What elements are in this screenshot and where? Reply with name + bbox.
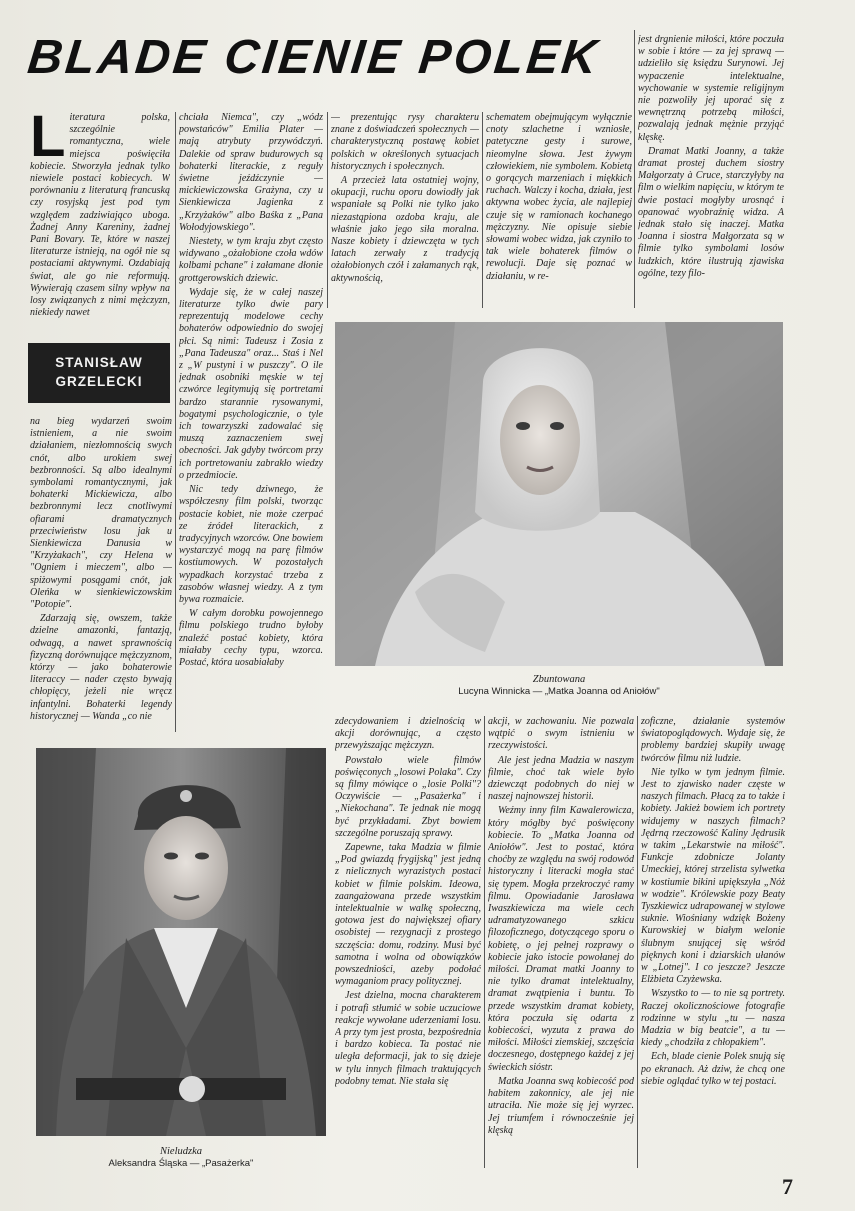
drop-cap: L	[30, 112, 66, 169]
column-8	[641, 716, 785, 1168]
caption-title: Zbuntowana	[532, 674, 586, 685]
column-6	[335, 716, 481, 1168]
column-5	[638, 34, 784, 308]
column-1-top	[30, 112, 170, 332]
article-paragraph: zoficzne, działanie systemów światopoglądowych. Wydaje się, że problemy bardziej skupiły uwagę twórców filmu niż ludzie.	[641, 716, 785, 764]
column-rule	[327, 112, 328, 308]
article-paragraph: Wszystko to — to nie są portrety. Raczej okolicznościowe fotografie rodzinne w stylu „tu — nasza Madzia w big beatcie", a tu — kiedy „chodziła z chłopakiem".	[641, 988, 785, 1049]
photo-2-caption	[36, 1146, 326, 1170]
article-paragraph: Ech, blade cienie Polek snują się po ekranach. Aż dziw, że chcą one siebie oglądać tylko w tej postaci.	[641, 1051, 785, 1087]
photo-1-caption	[335, 674, 783, 698]
article-paragraph: Zdarzają się, owszem, także dzielne amazonki, fantazją, odwagą, a nawet sprawnością fizyczną dorównujące mężczyznom, którzy — jako bohaterowie literaccy — nader często bywają chłopięcy, jeżeli nie wręcz infantylni. Bohaterki legendy historycznej — Wanda „co nie	[30, 613, 172, 722]
article-paragraph: Zapewne, taka Madzia w filmie „Pod gwiazdą frygijską" jest jedną z nielicznych wyrazistych postaci kobiet w filmie polskim. Ideowa, zaangażowana przede wszystkim intelektualnie w walkę społeczną, gotowa jest do największej ofiary osobistej — rezygnacji z prostego szczęścia: domu, rodziny. Musi być samotna i wolna od obowiązków powszedniości, azeby podołać wymaganiom pracy politycznej.	[335, 842, 481, 988]
article-paragraph: Ale jest jedna Madzia w naszym filmie, choć tak wiele było dziewcząt podobnych do niej w naszej najnowszej historii.	[488, 754, 634, 803]
article-paragraph: Matka Joanna swą kobiecość pod habitem zakonnicy, ale jej nie utraciła. Nie może się jej wyrzec. Jej triumfem i równocześnie jej klęską	[488, 1075, 634, 1136]
photo-matka-joanna	[335, 322, 783, 666]
article-paragraph: Wydaje się, że w całej naszej literaturze tylko dwie pary reprezentują modelowe cechy bohaterów odpowiednio do swojej płci. Są nimi: Tadeusz i Zosia z „Pana Tadeusza" oraz... Staś i Nel z „W pustyni i w puszczy". O ile jednak osobniki męskie w tej czwórce legitymują się portretami bardzo starannie rysowanymi, bogatymi psychologicznie, o tyle ich towarzyszki zadowalać się muszą zaznaczeniem swej obecności. Jak gdyby twórcom przy ich portretowaniu zabrakło wiedzy o przedmiocie.	[179, 286, 323, 481]
column-rule	[637, 716, 638, 1168]
caption-title: Nieludzka	[160, 1146, 202, 1157]
column-2	[179, 112, 323, 734]
column-rule	[484, 716, 485, 1168]
column-3	[331, 112, 479, 308]
article-paragraph: A przecież lata ostatniej wojny, okupacji, ruchu oporu dowiodły jak wspaniałe są Polki nie tylko jako niezastąpiona ozdoba kraju, ale właśnie jako jego siła moralna. Nasze kobiety i dziewczęta w tych latach zerwały z tradycją ożałobionych czół i załamanych rąk, aktywnością,	[331, 175, 479, 284]
article-paragraph: jest drgnienie miłości, które poczuła w sobie i które — za jej sprawą — udzieliło się księdzu Surynowi. Jej wypaczenie intelektualne, wychowanie w systemie religijnym nie pozwoliły jej uporać się z wewnętrzną potrzebą miłości, pozwalają jednak mężnie przyjąć klęskę.	[638, 34, 784, 143]
photo-pasazerka	[36, 748, 326, 1136]
page-number: 7	[782, 1174, 793, 1199]
article-paragraph: — prezentując rysy charakteru znane z doświadczeń społecznych — charakterystyczną postawę kobiet polskich w określonych sytuacjach historycznych i społecznych.	[331, 112, 479, 172]
article-paragraph: Powstało wiele filmów poświęconych „losowi Polaka". Czy są filmy mówiące o „losie Polki"? Oczywiście — „Pasażerka" i „Niekochana". Te jednak nie mogą być przykładami. Zbyt bowiem szczególne poruszają sprawy.	[335, 754, 481, 839]
nun-portrait-image	[335, 322, 783, 666]
article-text: iteratura polska, szczególnie romantyczna, wiele miejsca poświęciła kobiecie. Stworzyła jednak tylko niewiele postaci kobiecych. W porównaniu z literaturą francuską czy rosyjską jest pod tym względem zadziwiająco uboga. Żadnej Anny Kareniny, żadnej Pani Bovary. Te, które w naszej literaturze istnieją, na ogół nie są postaciami aktywnymi. Ozdabiają świat, ale go nie reformują. Wywierają czasem silny wpływ na losy związanych z nimi mężczyzn, niekiedy nawet	[30, 112, 170, 319]
article-paragraph: na bieg wydarzeń swoim istnieniem, a nie swoim działaniem, niezłomnością swych cnót, albo urokiem swej bezbronności. Są albo idealnymi symbolami romantycznymi, jak bohaterki Mickiewicza, albo bezbronnymi lecz cnotliwymi ofiarami dramatycznych przeciwieństw losu jak u Sienkiewicza Danusia w "Krzyżakach", czy Helena w "Ogniem i mieczem", albo — spiżowymi posągami cnót, jak Oleńka w sienkiewiczowskim "Potopie".	[30, 416, 172, 611]
article-paragraph: Jest dzielna, mocna charakterem i potrafi stłumić w sobie uczuciowe reakcje wywołane uderzeniami losu. A przy tym jest prosta, bezpośrednia i bardzo kobieca. Ta postać nie uległa deformacji, jak to się dzieje w tylu innych filmach traktujących podobny temat. Nie stała się	[335, 990, 481, 1087]
article-paragraph: Nie tylko w tym jednym filmie. Jest to zjawisko nader częste w naszych filmach. Płacą za to także i kobiety. Jakież bowiem ich portrety widujemy w naszych filmach? Jędrną rzeczowość Kaliny Jędrusik w takim „Lekarstwie na miłość". Funkcje zdobnicze Jolanty Umeckiej, której strzelista sylwetka w kostiumie bikini upiększyła „Nóż w wodzie". Królewskie pozy Beaty Tyszkiewicz udrapowanej w stylowe suknie. Wiośniany wdzięk Bożeny Kurowskiej w białym welonie ślubnym snującej się wśród pięknych koni i dziarskich ułanów w „Lotnej". I co jeszcze? Jeszcze Elżbieta Czyżewska.	[641, 766, 785, 986]
column-rule	[634, 30, 635, 308]
column-4	[486, 112, 632, 308]
article-paragraph: chciała Niemca", czy „wódz powstańców" Emilia Plater — mają atrybuty przywódczyń. Dalekie od spraw budurowych są bohaterki literackie, z reguły świetne jeźdźczynie — mickiewiczowska Grażyna, czy u Sienkiewicza Jagienka z „Krzyżaków" albo Baśka z „Pana Wołodyjowskiego".	[179, 112, 323, 233]
officer-portrait-image	[36, 748, 326, 1136]
article-paragraph: Nic tedy dziwnego, że współczesny film polski, tworząc postacie kobiet, nie może czerpać ze źródeł literackich, z tradycyjnych wzorców. One bowiem wystarczyć mogą na parę filmów kostiumowych. W pozostałych wypadkach korzystać trzeba z zasobów własnej wiedzy. A z tym bywa rozmaicie.	[179, 484, 323, 605]
article-paragraph: Niestety, w tym kraju zbyt często widywano „ożałobione czoła wdów kolbami pchane" i załamane dłonie grottgerowskich dziewic.	[179, 236, 323, 284]
article-paragraph: schematem obejmującym wyłącznie cnoty szlachetne i wzniosłe, patetyczne gesty i surowe, nieomylne słowa. Jest żywym człowiekiem, nie symbolem. Kobietą o gorących marzeniach i miękkich ruchach. Walczy i kocha, działa, jest aktywna wobec życia, ale najlepiej czuje się w ramionach kochanego mężczyzny. Nie opisuje siebie słowami wobec widza, jak czyniło to tak wiele bohaterek filmów o rewolucji. Daje się poznać w działaniu, w re-	[486, 112, 632, 282]
article-paragraph: Dramat Matki Joanny, a także dramat prostej duchem siostry Małgorzaty à Cruce, starczyłyby na film o wielkim napięciu, w którym te dwie postaci mogłyby urosnąć i opanować wyobraźnię widza. A jednak stało się inaczej. Matka Joanna i siostra Małgorzata są w filmie tylko symbolami losów ludzkich, które ilustrują zjawiska ogólne, tezy filo-	[638, 145, 784, 279]
author-first-name: STANISŁAW	[55, 355, 143, 370]
column-rule	[482, 112, 483, 308]
article-paragraph: akcji, w zachowaniu. Nie pozwala wątpić o swym istnieniu w rzeczywistości.	[488, 716, 634, 752]
caption-credit: Lucyna Winnicka — „Matka Joanna od Aniołów"	[458, 686, 660, 697]
article-paragraph: Weźmy inny film Kawalerowicza, który mógłby być poświęcony kobiecie. To „Matka Joanna od Aniołów". Jest to postać, która choćby ze względu na swój rodowód historyczny i literacki mogła stać się typem. Mogła przekroczyć ramy filmu. Opowiadanie Jarosława Iwaszkiewicza ma wiele cech udramatyzowanego szkicu filozoficznego, dotyczącego sporu o kobietę, o jej pełnej rozprawy o kobiecie jako istocie powołanej do miłości. Dramat matki Joanny to nie tylko dramat intelektualny, dramat zwątpienia i buntu. To przede wszystkim dramat kobiety, która poczuła się odarta z kobiecości, wyzuta z prawa do miłości. Miłości ziemskiej, szczęścia doczesnego, dostępnego każdej z jej świeckich sióstr.	[488, 805, 634, 1073]
caption-credit: Aleksandra Śląska — „Pasażerka"	[108, 1158, 254, 1169]
byline-box	[28, 343, 170, 403]
column-7	[488, 716, 634, 1168]
headline: BLADE CIENIE POLEK	[25, 31, 603, 84]
column-1-bottom	[30, 416, 172, 734]
author-last-name: GRZELECKI	[55, 374, 143, 389]
column-rule	[175, 112, 176, 732]
article-paragraph: zdecydowaniem i dzielnością w akcji dorównując, a często przewyższając mężczyzn.	[335, 716, 481, 752]
article-paragraph: W całym dorobku powojennego filmu polskiego trudno byłoby znaleźć postać kobiety, która miałaby cechy typu, wzorca. Postać, która uosabiałaby	[179, 608, 323, 668]
